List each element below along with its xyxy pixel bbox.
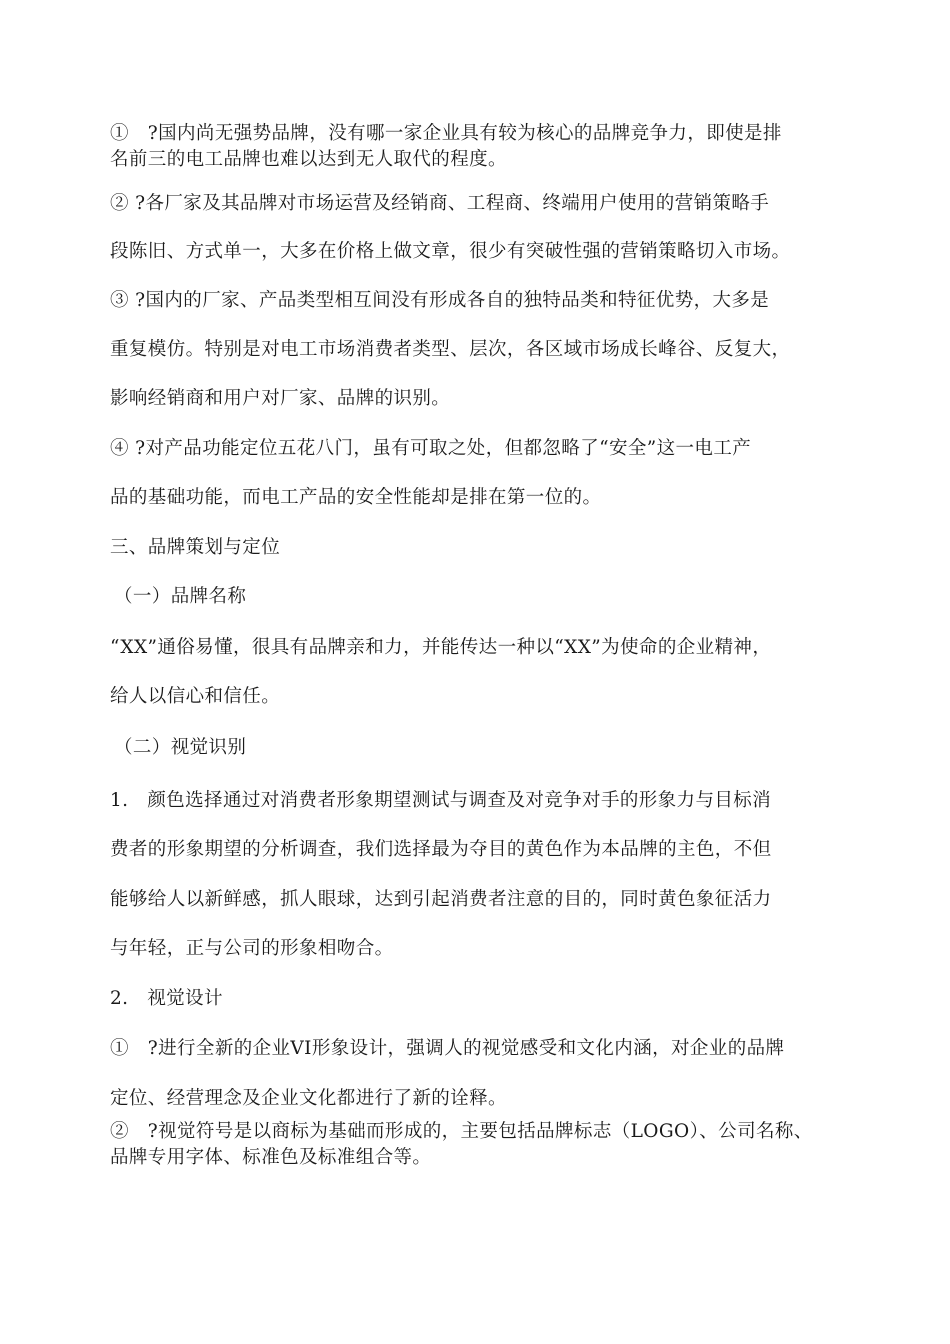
paragraph-4-line-2: 品的基础功能，而电工产品的安全性能却是排在第一位的。	[110, 487, 602, 508]
paragraph-8-line-2: 品牌专用字体、标准色及标准组合等。	[110, 1147, 432, 1168]
paragraph-3-line-3: 影响经销商和用户对厂家、品牌的识别。	[110, 388, 451, 409]
subsection-heading-visual-identity: （二）视觉识别	[114, 737, 247, 758]
paragraph-7-line-1: ① ?进行全新的企业VI形象设计，强调人的视觉感受和文化内涵，对企业的品牌	[110, 1038, 785, 1059]
paragraph-1-line-2: 名前三的电工品牌也难以达到无人取代的程度。	[110, 149, 507, 170]
paragraph-2-line-1: ② ?各厂家及其品牌对市场运营及经销商、工程商、终端用户使用的营销策略手	[110, 193, 770, 214]
paragraph-6-line-4: 与年轻，正与公司的形象相吻合。	[110, 938, 394, 959]
paragraph-8-line-1: ② ?视觉符号是以商标为基础而形成的，主要包括品牌标志（LOGO）、公司名称、	[110, 1121, 813, 1142]
paragraph-5-line-1: “XX”通俗易懂，很具有品牌亲和力，并能传达一种以“XX”为使命的企业精神，	[110, 637, 772, 658]
paragraph-7-line-2: 定位、经营理念及企业文化都进行了新的诠释。	[110, 1088, 507, 1109]
paragraph-3-line-2: 重复模仿。特别是对电工市场消费者类型、层次，各区域市场成长峰谷、反复大，	[110, 339, 791, 360]
paragraph-3-line-1: ③ ?国内的厂家、产品类型相互间没有形成各自的独特品类和特征优势，大多是	[110, 290, 770, 311]
paragraph-1-line-1: ① ?国内尚无强势品牌，没有哪一家企业具有较为核心的品牌竞争力，即使是排	[110, 123, 782, 144]
paragraph-6-line-2: 费者的形象期望的分析调查，我们选择最为夺目的黄色作为本品牌的主色，不但	[110, 839, 772, 860]
subsection-heading-brand-name: （一）品牌名称	[114, 586, 247, 607]
paragraph-5-line-2: 给人以信心和信任。	[110, 686, 281, 707]
paragraph-2-line-2: 段陈旧、方式单一，大多在价格上做文章，很少有突破性强的营销策略切入市场。	[110, 241, 791, 262]
paragraph-6-line-1: 1. 颜色选择通过对消费者形象期望测试与调查及对竞争对手的形象力与目标消	[110, 790, 772, 811]
paragraph-6-line-3: 能够给人以新鲜感，抓人眼球，达到引起消费者注意的目的，同时黄色象征活力	[110, 889, 772, 910]
section-heading-3: 三、品牌策划与定位	[110, 537, 281, 558]
paragraph-4-line-1: ④ ?对产品功能定位五花八门，虽有可取之处，但都忽略了“安全”这一电工产	[110, 438, 752, 459]
numbered-heading-visual-design: 2. 视觉设计	[110, 988, 223, 1009]
